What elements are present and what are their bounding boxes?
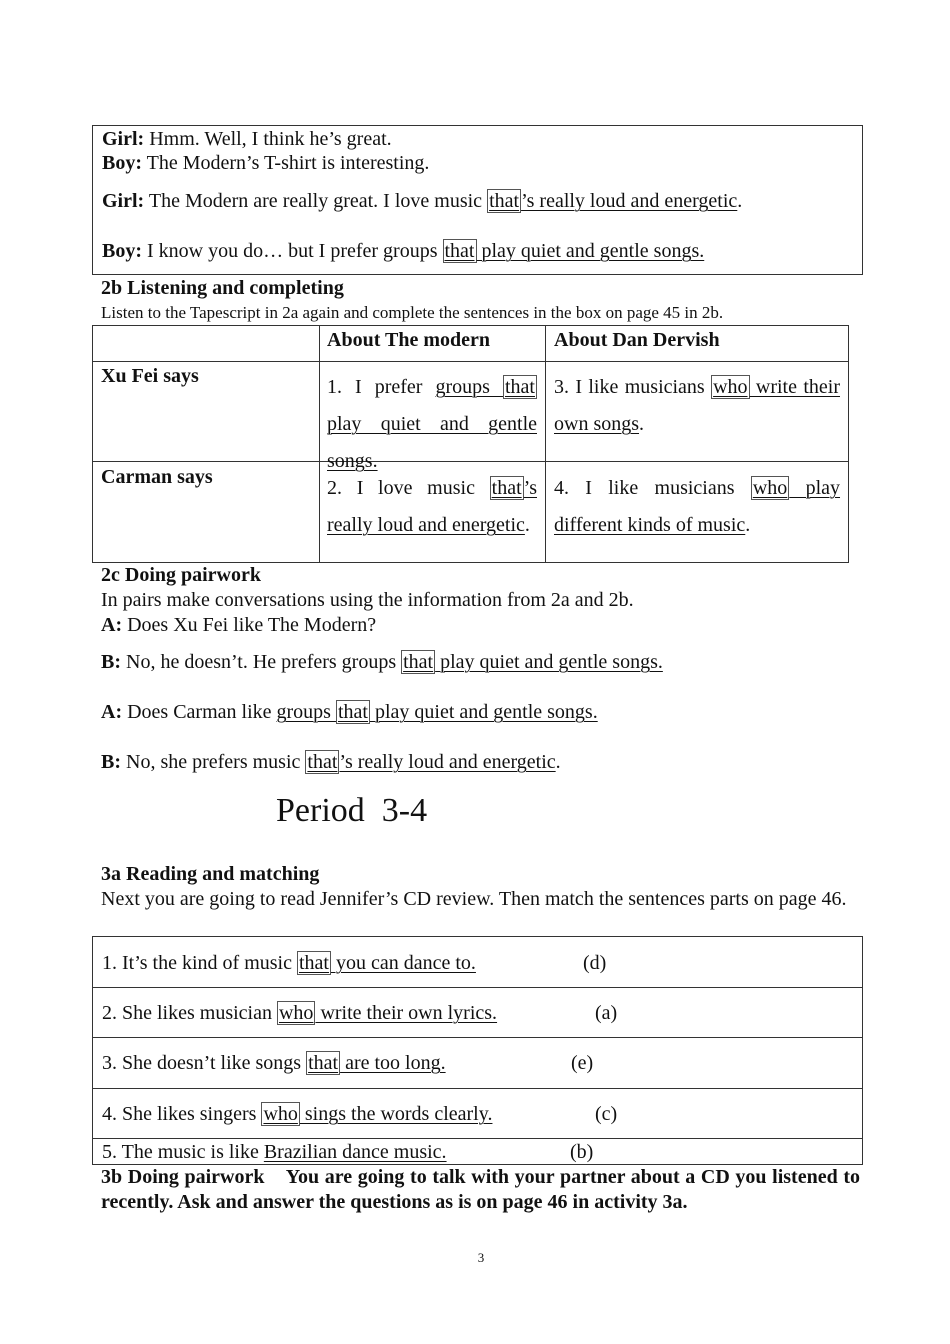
table-row: 2. She likes musician who write their own lyrics. — [102, 1002, 498, 1024]
table-2b — [92, 325, 849, 563]
relative-pronoun-box: that — [307, 751, 338, 773]
dialogue-box — [92, 125, 863, 275]
table-row: 5. The music is like Brazilian dance music. — [102, 1141, 447, 1163]
page-number: 3 — [477, 1250, 485, 1265]
section-3a-instruction: Next you are going to read Jennifer’s CD review. Then match the sentences parts on page 46. — [101, 888, 847, 910]
section-2b-heading: 2b Listening and completing — [101, 277, 344, 299]
table-row: 4. She likes singers who sings the words clearly. — [102, 1103, 493, 1125]
row-label-carman: Carman says — [101, 466, 213, 488]
table-cell: 3. I like musicians who write their own songs. — [554, 376, 840, 435]
section-3a-heading: 3a Reading and matching — [101, 863, 320, 885]
relative-pronoun-box: who — [752, 477, 788, 499]
dialogue-line: Girl: The Modern are really great. I love music that ’s really loud and energetic. — [102, 190, 743, 212]
match-answer: (e) — [571, 1052, 594, 1074]
table-row: 3. She doesn’t like songs that are too long. — [102, 1052, 446, 1074]
section-2c-instruction: In pairs make conversations using the information from 2a and 2b. — [101, 589, 634, 611]
section-3b-text: 3b Doing pairwork You are going to talk with your partner about a CD you listened to recently. Ask and answer the questions as is on page 46 in activity 3a. — [101, 1166, 860, 1213]
column-header-modern: About The modern — [327, 329, 490, 351]
match-answer: (a) — [595, 1002, 618, 1024]
table-cell: 2. I love music that ’s really loud and energetic. — [327, 477, 537, 536]
row-label-xufei: Xu Fei says — [101, 365, 199, 387]
relative-pronoun-box: that — [491, 477, 522, 499]
match-answer: (d) — [583, 952, 607, 974]
section-2b-instruction: Listen to the Tapescript in 2a again and complete the sentences in the box on page 45 in 2b. — [101, 303, 724, 322]
table-3a — [92, 936, 863, 1165]
relative-pronoun-box: that — [337, 701, 368, 723]
relative-pronoun-box: that — [489, 190, 520, 212]
relative-pronoun-box: that — [403, 651, 434, 673]
conversation-line: B: No, he doesn’t. He prefers groups that play quiet and gentle songs. — [101, 651, 663, 673]
section-2c-heading: 2c Doing pairwork — [101, 564, 261, 586]
conversation-line: A: Does Xu Fei like The Modern? — [101, 614, 377, 636]
conversation-line: A: Does Carman like groups that play quiet and gentle songs. — [101, 701, 598, 723]
column-header-dervish: About Dan Dervish — [554, 329, 720, 351]
relative-pronoun-box: that — [444, 240, 475, 262]
dialogue-line: Boy: The Modern’s T-shirt is interesting. — [102, 152, 430, 174]
dialogue-line: Boy: I know you do… but I prefer groups that play quiet and gentle songs. — [102, 240, 705, 262]
relative-pronoun-box: who — [278, 1002, 314, 1024]
relative-pronoun-box: who — [263, 1103, 298, 1125]
table-cell: 1. I prefer groups that play quiet and gentle songs. — [327, 376, 537, 472]
relative-pronoun-box: who — [713, 376, 748, 398]
table-row: 1. It’s the kind of music that you can dance to. — [102, 952, 476, 974]
match-answer: (c) — [595, 1103, 618, 1125]
dialogue-line: Girl: Hmm. Well, I think he’s great. — [102, 128, 392, 150]
period-title: Period 3-4 — [276, 792, 428, 829]
relative-pronoun-box: that — [308, 1052, 339, 1074]
conversation-line: B: No, she prefers music that ’s really loud and energetic. — [101, 751, 561, 773]
match-answer: (b) — [570, 1141, 594, 1163]
relative-pronoun-box: that — [298, 952, 329, 974]
table-cell: 4. I like musicians who play different kinds of music. — [554, 477, 841, 536]
relative-pronoun-box: that — [504, 376, 535, 398]
